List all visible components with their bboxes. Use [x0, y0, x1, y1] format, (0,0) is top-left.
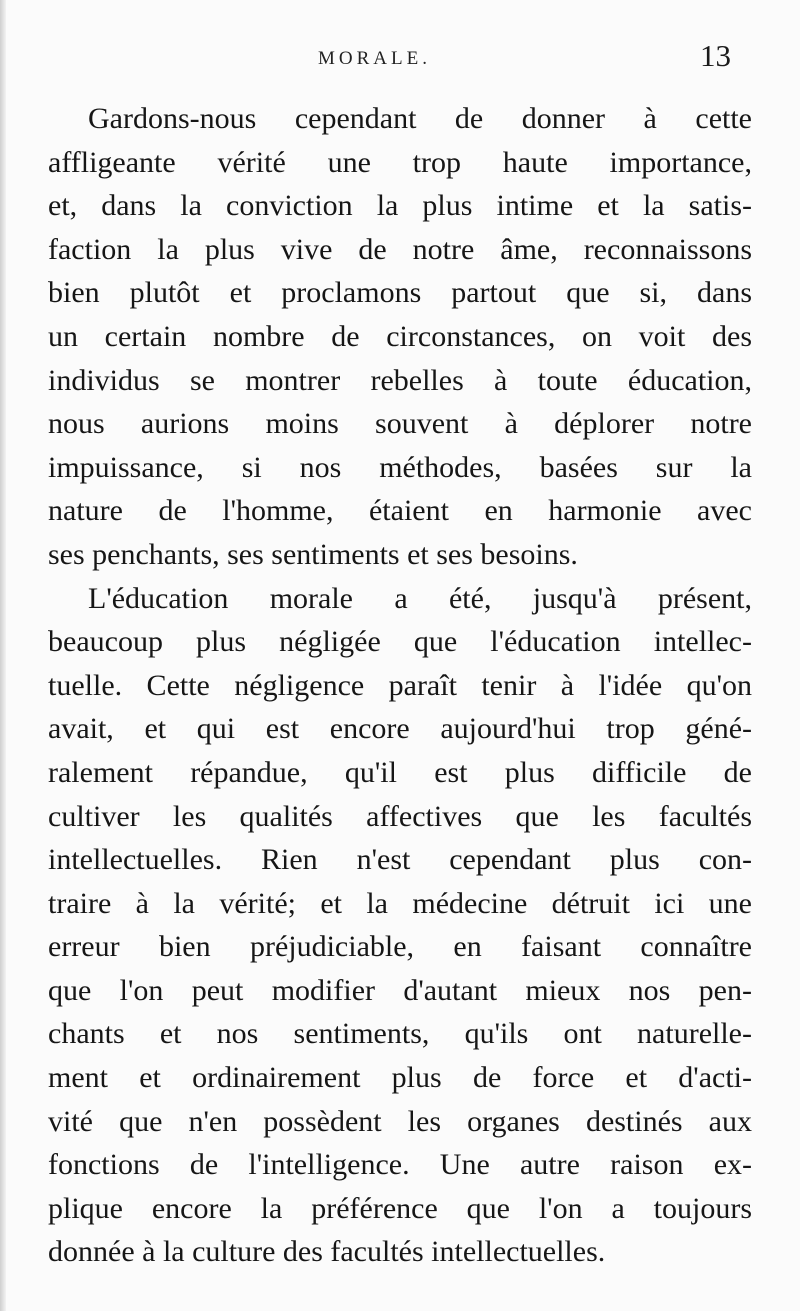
- text-line: que l'on peut modifier d'autant mieux nos pen-: [48, 973, 752, 1007]
- text-line: vité que n'en possèdent les organes destinés aux: [48, 1104, 752, 1138]
- text-line: nature de l'homme, étaient en harmonie avec: [48, 494, 752, 528]
- text-line: tuelle. Cette négligence paraît tenir à l'idée qu'on: [48, 668, 752, 702]
- text-line: Gardons-nous cependant de donner à cette: [88, 102, 752, 135]
- text-line: fonctions de l'intelligence. Une autre raison ex-: [48, 1148, 752, 1182]
- text-line: avait, et qui est encore aujourd'hui trop géné-: [48, 712, 752, 746]
- text-line: donnée à la culture des facultés intellectuelles.: [48, 1235, 606, 1269]
- page-edge-shadow: [0, 0, 6, 1311]
- text-line: traire à la vérité; et la médecine détruit ici une: [48, 886, 752, 920]
- body-text: [48, 97, 752, 1274]
- text-line: ment et ordinairement plus de force et d'acti-: [48, 1061, 752, 1095]
- text-line: impuissance, si nos méthodes, basées sur la: [48, 450, 752, 484]
- text-line: un certain nombre de circonstances, on voit des: [48, 319, 752, 353]
- text-line: individus se montrer rebelles à toute éducation,: [48, 363, 752, 397]
- text-line: ralement répandue, qu'il est plus difficile de: [48, 755, 752, 789]
- text-line: affligeante vérité une trop haute importance,: [48, 145, 752, 179]
- text-line: cultiver les qualités affectives que les facultés: [48, 799, 752, 833]
- text-line: erreur bien préjudiciable, en faisant connaître: [48, 930, 752, 964]
- text-line: chants et nos sentiments, qu'ils ont naturelle-: [48, 1017, 752, 1051]
- text-line: nous aurions moins souvent à déplorer notre: [48, 407, 752, 441]
- text-line: bien plutôt et proclamons partout que si, dans: [48, 276, 752, 310]
- page-header: [0, 38, 800, 84]
- text-line: et, dans la conviction la plus intime et la satis-: [48, 189, 752, 223]
- text-line: faction la plus vive de notre âme, reconnaissons: [48, 232, 752, 266]
- text-line: plique encore la préférence que l'on a toujours: [48, 1191, 752, 1225]
- running-head: MORALE.: [318, 48, 431, 69]
- text-line: ses penchants, ses sentiments et ses besoins.: [48, 537, 578, 571]
- text-line: intellectuelles. Rien n'est cependant plus con-: [48, 843, 752, 877]
- text-line: L'éducation morale a été, jusqu'à présent,: [88, 581, 752, 615]
- text-line: beaucoup plus négligée que l'éducation intellec-: [48, 625, 752, 659]
- page-number: 13: [700, 38, 731, 73]
